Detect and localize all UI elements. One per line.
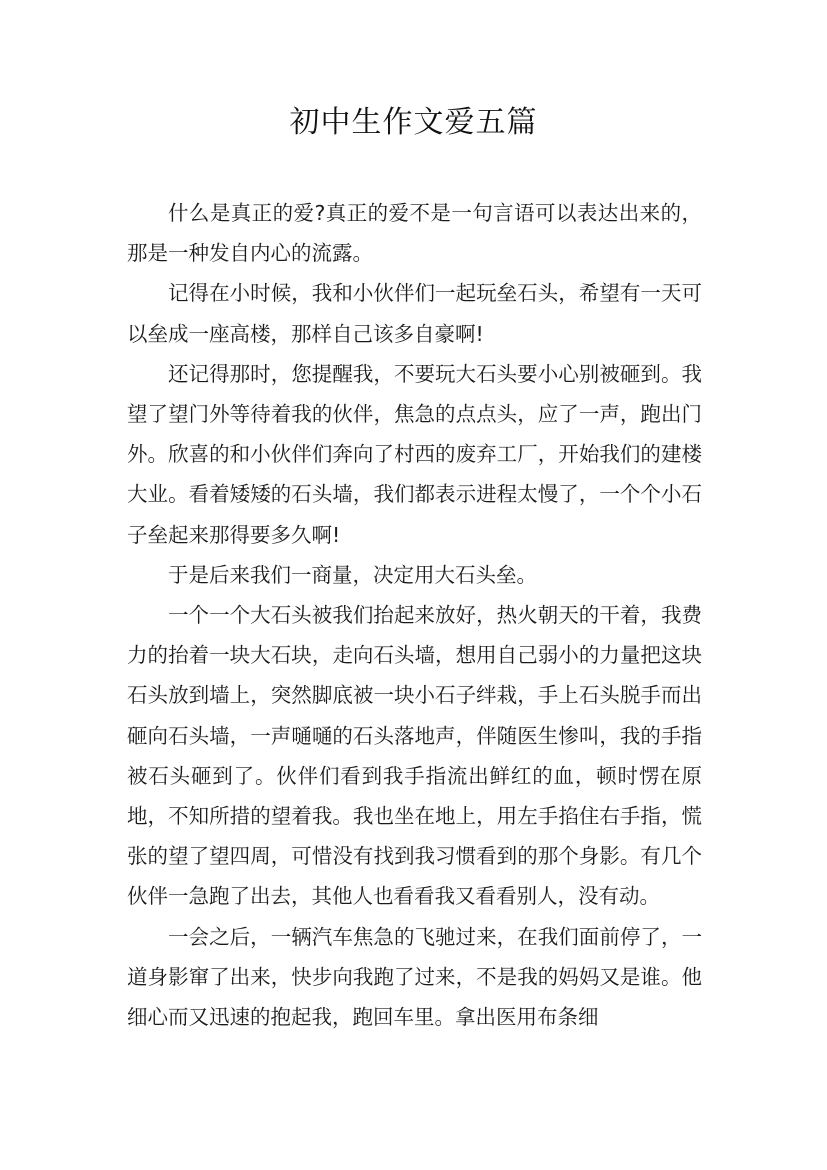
document-body (127, 193, 702, 1037)
paragraph: 还记得那时，您提醒我，不要玩大石头要小心别被砸到。我望了望门外等待着我的伙伴，焦急的点点头，应了一声，跑出门外。欣喜的和小伙伴们奔向了村西的废弃工厂，开始我们的建楼大业。看着矮矮的石头墙，我们都表示进程太慢了，一个个小石子垒起来那得要多久啊! (127, 361, 702, 547)
paragraph: 一个一个大石头被我们抬起来放好，热火朝天的干着，我费力的抬着一块大石块，走向石头墙，想用自己弱小的力量把这块石头放到墙上，突然脚底被一块小石子绊栽，手上石头脱手而出砸向石头墙，一声嗵嗵的石头落地声，伴随医生惨叫，我的手指被石头砸到了。伙伴们看到我手指流出鲜红的血，顿时愣在原地，不知所措的望着我。我也坐在地上，用左手掐住右手指，慌张的望了望四周，可惜没有找到我习惯看到的那个身影。有几个伙伴一急跑了出去，其他人也看看我又看看别人，没有动。 (127, 603, 702, 909)
paragraph: 于是后来我们一商量，决定用大石头垒。 (168, 562, 537, 587)
paragraph: 什么是真正的爱?真正的爱不是一句言语可以表达出来的，那是一种发自内心的流露。 (127, 201, 702, 266)
paragraph: 一会之后，一辆汽车焦急的飞驰过来，在我们面前停了，一道身影窜了出来，快步向我跑了过来，不是我的妈妈又是谁。他细心而又迅速的抱起我，跑回车里。拿出医用布条细 (127, 924, 702, 1030)
document-title: 初中生作文爱五篇 (289, 105, 538, 140)
paragraph: 记得在小时候，我和小伙伴们一起玩垒石头，希望有一天可以垒成一座高楼，那样自己该多自豪啊! (127, 281, 702, 346)
